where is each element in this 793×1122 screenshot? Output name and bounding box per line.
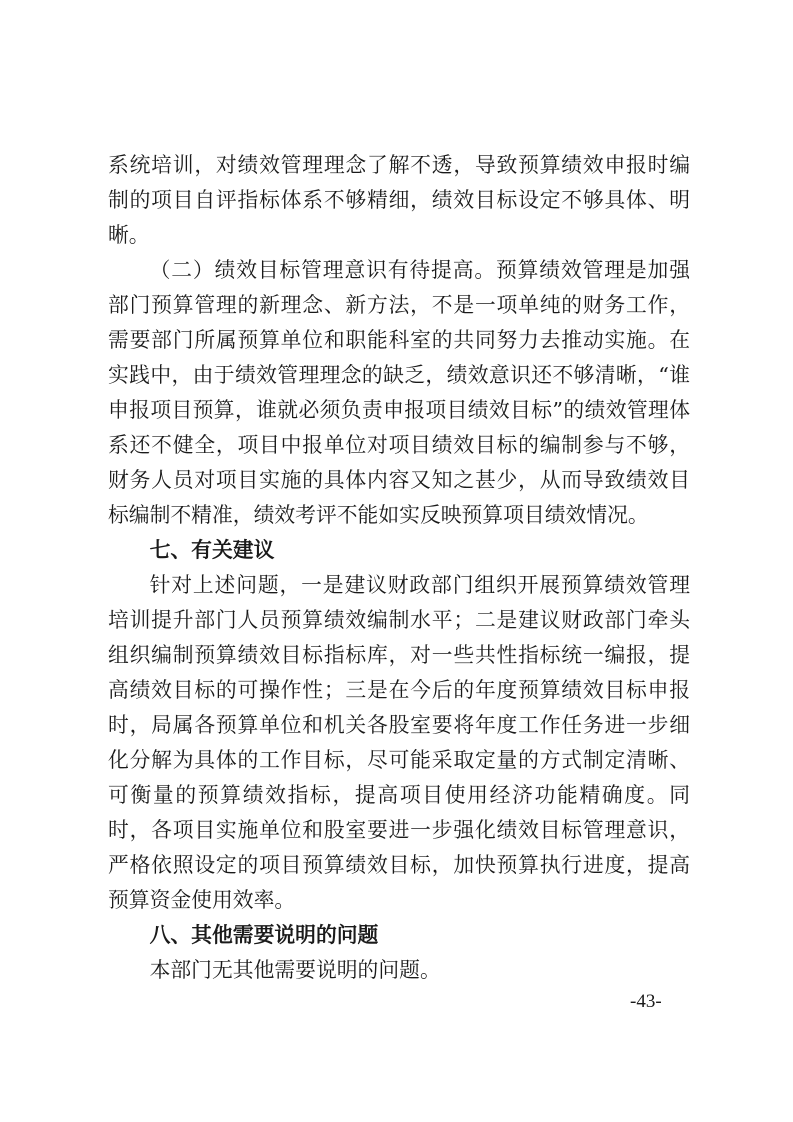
document-body (108, 148, 690, 988)
page-number: -43- (630, 991, 662, 1012)
paragraph-other-issues: 本部门无其他需要说明的问题。 (149, 958, 441, 982)
paragraph-suggestions: 针对上述问题，一是建议财政部门组织开展预算绩效管理培训提升部门人员预算绩效编制水平；二是建议财政部门牵头组织编制预算绩效目标指标库，对一些共性指标统一编报，提高绩效目标的可操作性；三是在今后的年度预算绩效目标申报时，局属各预算单位和机关各股室要将年度工作任务进一步细化分解为具体的工作目标，尽可能采取定量的方式制定清晰、可衡量的预算绩效指标，提高项目使用经济功能精确度。同时，各项目实施单位和股室要进一步强化绩效目标管理意识，严格依照设定的项目预算绩效目标，加快预算执行进度，提高预算资金使用效率。 (108, 573, 690, 912)
section-heading-other-issues: 八、其他需要说明的问题 (149, 923, 379, 947)
section-heading-suggestions: 七、有关建议 (149, 538, 275, 562)
paragraph-continuation: 系统培训，对绩效管理理念了解不透，导致预算绩效申报时编制的项目自评指标体系不够精细，绩效目标设定不够具体、明晰。 (108, 153, 690, 247)
paragraph-awareness: （二）绩效目标管理意识有待提高。预算绩效管理是加强部门预算管理的新理念、新方法，不是一项单纯的财务工作，需要部门所属预算单位和职能科室的共同努力去推动实施。在实践中，由于绩效管理理念的缺乏，绩效意识还不够清晰，“谁申报项目预算，谁就必须负责申报项目绩效目标”的绩效管理体系还不健全，项目中报单位对项目绩效目标的编制参与不够，财务人员对项目实施的具体内容又知之甚少，从而导致绩效目标编制不精准，绩效考评不能如实反映预算项目绩效情况。 (108, 258, 690, 527)
